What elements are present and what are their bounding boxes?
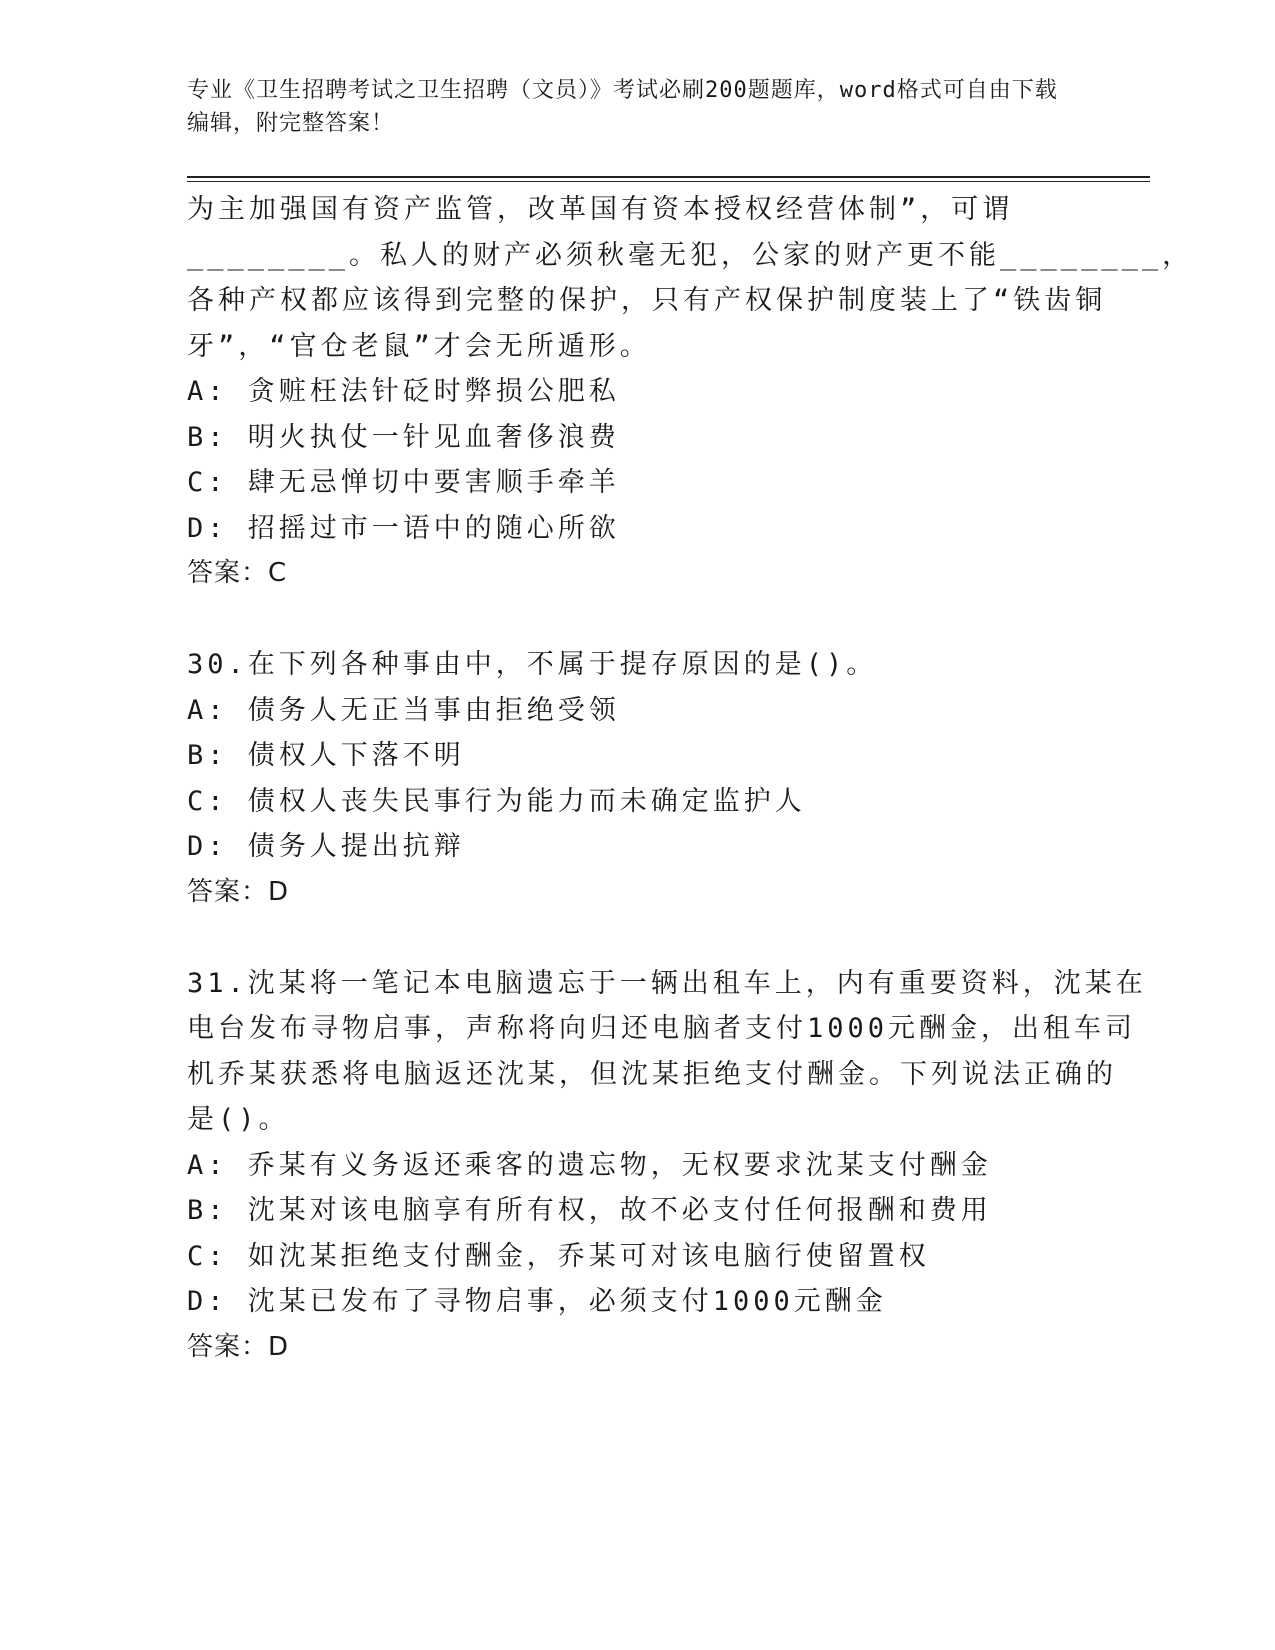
option-a: A: 贪赃枉法针砭时弊损公肥私 <box>187 376 620 407</box>
question-stem-line: 各种产权都应该得到完整的保护，只有产权保护制度装上了“铁齿铜 <box>187 285 1107 316</box>
document-header: 专业《卫生招聘考试之卫生招聘（文员）》考试必刷200题题库，word格式可自由下载编辑，附完整答案！ <box>187 78 1058 136</box>
option-b: B: 明火执仗一针见血奢侈浪费 <box>187 421 620 453</box>
option-d: D: 招摇过市一语中的随心所欲 <box>187 512 620 544</box>
option-b: B: 沈某对该电脑享有所有权，故不必支付任何报酬和费用 <box>187 1195 992 1226</box>
option-d: D: 债务人提出抗辩 <box>187 831 465 862</box>
option-d: D: 沈某已发布了寻物启事，必须支付1000元酬金 <box>187 1286 887 1317</box>
answer-label: 答案：D <box>187 1331 290 1362</box>
header-divider-thin <box>187 181 1150 182</box>
question-stem-line: 牙”，“官仓老鼠”才会无所遁形。 <box>187 330 651 362</box>
spacer <box>187 915 1087 961</box>
question-stem: 30.在下列各种事由中，不属于提存原因的是()。 <box>187 649 878 680</box>
question-stem-line: 机乔某获悉将电脑返还沈某，但沈某拒绝支付酬金。下列说法正确的 <box>187 1058 1117 1090</box>
question-stem-line: ________。私人的财产必须秋毫无犯，公家的财产更不能________， <box>187 239 1194 271</box>
question-30 <box>187 642 1087 915</box>
option-c: C: 肆无忌惮切中要害顺手牵羊 <box>187 467 620 498</box>
question-31 <box>187 961 1147 1371</box>
option-a: A: 债务人无正当事由拒绝受领 <box>187 694 620 726</box>
answer-label: 答案：D <box>187 876 290 907</box>
spacer <box>187 597 1087 643</box>
question-stem-line: 是()。 <box>187 1104 290 1135</box>
option-c: C: 如沈某拒绝支付酬金，乔某可对该电脑行使留置权 <box>187 1240 930 1272</box>
question-stem-line: 31.沈某将一笔记本电脑遗忘于一辆出租车上，内有重要资料，沈某在 <box>187 967 1147 999</box>
answer-label: 答案：C <box>187 558 288 588</box>
question-stem-line: 为主加强国有资产监管，改革国有资本授权经营体制”，可谓 <box>187 194 1014 225</box>
document-body <box>187 187 1194 1370</box>
question-stem-line: 电台发布寻物启事，声称将向归还电脑者支付1000元酬金，出租车司 <box>187 1013 1137 1044</box>
question-29 <box>187 187 1194 597</box>
option-a: A: 乔某有义务返还乘客的遗忘物，无权要求沈某支付酬金 <box>187 1149 992 1181</box>
header-divider-thick <box>187 176 1150 178</box>
option-c: C: 债权人丧失民事行为能力而未确定监护人 <box>187 785 806 817</box>
option-b: B: 债权人下落不明 <box>187 740 465 771</box>
